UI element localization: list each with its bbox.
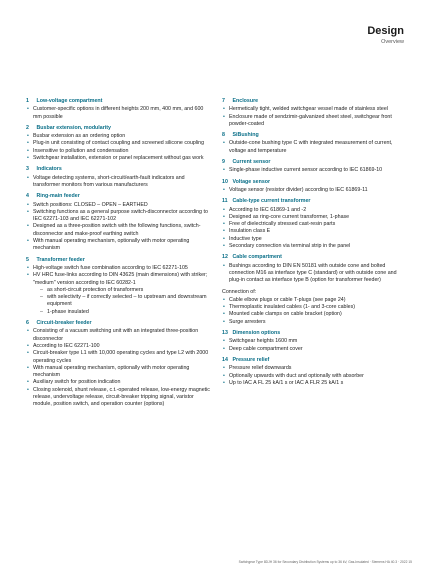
list-item [26, 140, 212, 147]
section [222, 254, 408, 284]
list-item [26, 238, 212, 253]
section-heading [222, 254, 408, 261]
section [222, 132, 408, 155]
section-title: Voltage sensor [232, 178, 271, 185]
section-title: Connection of: [222, 288, 257, 295]
list-item-text: Free of dielectrically stressed cast-resin parts [229, 221, 336, 228]
section-heading [222, 132, 408, 139]
list-item [222, 319, 408, 326]
section-title: Indicators [36, 166, 62, 173]
list-item-text: Hermetically tight, welded switchgear vessel made of stainless steel [229, 106, 388, 113]
section-title: Ring-main feeder [36, 193, 80, 200]
list-item-text: Deep cable compartment cover [229, 345, 303, 352]
list-item [26, 328, 212, 343]
list-item [222, 263, 408, 285]
list-item [222, 140, 408, 155]
section [222, 159, 408, 175]
section-number: 6 [26, 320, 29, 327]
bullet-list [26, 265, 212, 316]
bullet-list [26, 202, 212, 253]
section-number: 8 [222, 132, 225, 139]
list-item [26, 202, 212, 209]
list-item-text: Cable elbow plugs or cable T-plugs (see page 24) [229, 296, 346, 303]
list-item [222, 380, 408, 387]
list-item [222, 106, 408, 113]
list-item-text: According to IEC 62271-100 [33, 342, 100, 349]
list-item-text: Surge arresters [229, 318, 266, 325]
list-item-text: High-voltage switch fuse combination according to IEC 62271-105 [33, 264, 188, 271]
list-item-text: Outside-cone bushing type C with integrated measurement of current, voltage and temperature [229, 140, 393, 154]
list-item [222, 187, 408, 194]
list-item-text: Secondary connection via terminal strip in the panel [229, 243, 351, 250]
section-number: 13 [222, 330, 228, 337]
list-item-text: Consisting of a vacuum switching unit with an integrated three-position disconnector [33, 328, 199, 342]
list-item [222, 114, 408, 129]
list-item-text: Switch positions: CLOSED – OPEN – EARTHED [33, 201, 148, 208]
list-item-text: Optionally upwards with duct and optionally with absorber [229, 372, 364, 379]
list-item [26, 365, 212, 380]
section-number: 2 [26, 124, 29, 131]
section-heading [26, 193, 212, 200]
section [222, 98, 408, 128]
list-item [26, 155, 212, 162]
list-item [222, 311, 408, 318]
list-item [222, 236, 408, 243]
list-item [222, 304, 408, 311]
list-item [222, 346, 408, 353]
section-heading [26, 320, 212, 327]
list-item-text: HV HRC fuse-links according to DIN 43625 (main dimensions) with striker; "medium" version according to IEC 60282-1 [33, 272, 208, 286]
section-title: Cable-type current transformer [232, 198, 311, 205]
list-item-text: With manual operating mechanism, optionally with motor operating mechanism [33, 364, 190, 379]
list-item [26, 272, 212, 316]
section-heading [222, 98, 408, 105]
section [26, 125, 212, 162]
bullet-list [222, 106, 408, 128]
list-item [222, 365, 408, 372]
list-item-text: Bushings according to DIN EN 50181 with outside cone and bolted connection M16 as interface type C (standard) or with outside cone and plug-in contact as interface type B (option for transformer feeder) [229, 262, 397, 284]
section-number: 11 [222, 198, 228, 205]
list-item [222, 228, 408, 235]
bullet-list [222, 140, 408, 155]
section-heading [222, 289, 408, 296]
list-item-text: Insulation class E [229, 228, 271, 235]
left-column [26, 98, 212, 413]
section [26, 98, 212, 121]
list-item [26, 148, 212, 155]
list-item-text: Designed as a three-position switch with the following functions, switch-disconnector and make-proof earthing switch [33, 223, 201, 237]
bullet-list [26, 133, 212, 162]
list-item [222, 243, 408, 250]
section [26, 320, 212, 409]
sub-list-item: – with selectivity – if correctly selected – to upstream and downstream equipment [33, 294, 212, 309]
section-heading [222, 179, 408, 186]
list-item-text: Auxiliary switch for position indication [33, 379, 121, 386]
section-number: 3 [26, 166, 29, 173]
list-item-text: According to IEC 61869-1 and -2 [229, 206, 307, 213]
list-item [222, 207, 408, 214]
section-heading [26, 257, 212, 264]
section-title: Cable compartment [232, 254, 282, 261]
bullet-list [222, 167, 408, 174]
section [26, 257, 212, 316]
section [26, 193, 212, 252]
section [222, 179, 408, 195]
list-item [26, 387, 212, 409]
section-heading [26, 125, 212, 132]
section-title: SiBushing [232, 132, 259, 139]
section-heading [26, 98, 212, 105]
section-heading [222, 159, 408, 166]
section [26, 166, 212, 189]
section-number: 5 [26, 256, 29, 263]
section [222, 289, 408, 326]
list-item-text: Mounted cable clamps on cable bracket (option) [229, 311, 342, 318]
list-item [222, 167, 408, 174]
bullet-list [222, 338, 408, 353]
list-item-text: Voltage detecting systems, short-circuit/earth-fault indicators and transformer monitors from various manufacturers [33, 174, 185, 188]
list-item [26, 350, 212, 365]
page-title: Design [367, 25, 404, 37]
list-item [26, 106, 212, 121]
list-item [222, 214, 408, 221]
list-item [26, 343, 212, 350]
section-title: Dimension options [232, 330, 281, 337]
list-item-text: Up to IAC A FL 25 kA/1 s or IAC A FLR 25 kA/1 s [229, 379, 344, 386]
list-item-text: Voltage sensor (resistor divider) according to IEC 61869-11 [229, 186, 368, 193]
list-item [222, 297, 408, 304]
list-item-text: Pressure relief downwards [229, 365, 292, 372]
section-heading [222, 357, 408, 364]
list-item-text: Switchgear heights 1600 mm [229, 338, 298, 345]
section-number: 1 [26, 98, 29, 104]
section-title: Busbar extension, modularity [36, 124, 111, 131]
section-title: Circuit-breaker feeder [36, 320, 92, 327]
page-footer: Switchgear Type 8DJH 36 for Secondary Distribution Systems up to 36 kV, Gas-Insulated · Siemens HA 40.3 · 2022 15 [238, 560, 412, 564]
section-number: 9 [222, 159, 225, 166]
list-item-text: Switching functions as a general purpose switch-disconnector according to IEC 62271-103 and IEC 62271-102 [33, 208, 208, 223]
section-number: 10 [222, 178, 228, 185]
list-item-text: Designed as ring-core current transformer, 1-phase [229, 213, 350, 220]
section-heading [222, 198, 408, 205]
list-item [26, 265, 212, 272]
list-item-text: Plug-in unit consisting of contact coupling and screened silicone coupling [33, 140, 205, 147]
section-title: Low-voltage compartment [36, 98, 103, 104]
section-title: Current sensor [232, 159, 271, 166]
list-item-text: Customer-specific options in different heights 200 mm, 400 mm, and 600 mm possible [33, 106, 204, 120]
list-item [26, 223, 212, 238]
list-item-text: Circuit-breaker type L1 with 10,000 operating cycles and type L2 with 2000 operating cycles [33, 350, 209, 364]
bullet-list [222, 207, 408, 251]
list-item [26, 379, 212, 386]
bullet-list [222, 187, 408, 194]
right-column [222, 98, 408, 391]
section-title: Pressure relief [232, 356, 270, 363]
bullet-list [26, 175, 212, 190]
list-item-text: Switchgear installation, extension or panel replacement without gas work [33, 155, 204, 162]
list-item [26, 209, 212, 224]
page-subtitle: Overview [381, 39, 404, 45]
list-item [26, 133, 212, 140]
section-number: 7 [222, 98, 225, 104]
section-number: 4 [26, 193, 29, 200]
list-item-text: Thermoplastic insulated cables (1- and 3-core cables) [229, 304, 356, 311]
list-item-text: With manual operating mechanism, optionally with motor operating mechanism [33, 238, 190, 252]
section-heading [26, 166, 212, 173]
section [222, 198, 408, 250]
list-item [26, 175, 212, 190]
bullet-list [26, 106, 212, 121]
section-title: Transformer feeder [36, 256, 85, 263]
section-number: 14 [222, 356, 228, 363]
bullet-list [222, 263, 408, 285]
section [222, 357, 408, 387]
section-title: Enclosure [232, 98, 259, 104]
list-item-text: Busbar extension as an ordering option [33, 133, 126, 140]
list-item-text: Enclosure made of sendzimir-galvanized sheet steel, switchgear front powder-coated [229, 113, 392, 127]
list-item-text: Single-phase inductive current sensor according to IEC 61869-10 [229, 167, 383, 174]
sub-list-item: – 1-phase insulated [33, 309, 212, 316]
list-item [222, 221, 408, 228]
bullet-list [222, 365, 408, 387]
list-item-text: Closing solenoid, shunt release, c.t.-operated release, low-energy magnetic release, undervoltage release, circuit-breaker tripping signal, varistor module, position switch, and operation counter (options) [33, 386, 210, 408]
sub-list-item: – as short-circuit protection of transformers [33, 287, 212, 294]
sub-list [33, 287, 212, 316]
section [222, 330, 408, 353]
list-item-text: Inductive type [229, 235, 262, 242]
section-number: 12 [222, 254, 228, 261]
bullet-list [222, 297, 408, 326]
list-item [222, 373, 408, 380]
section-heading [222, 330, 408, 337]
bullet-list [26, 328, 212, 408]
list-item-text: Insensitive to pollution and condensation [33, 147, 129, 154]
list-item [222, 338, 408, 345]
